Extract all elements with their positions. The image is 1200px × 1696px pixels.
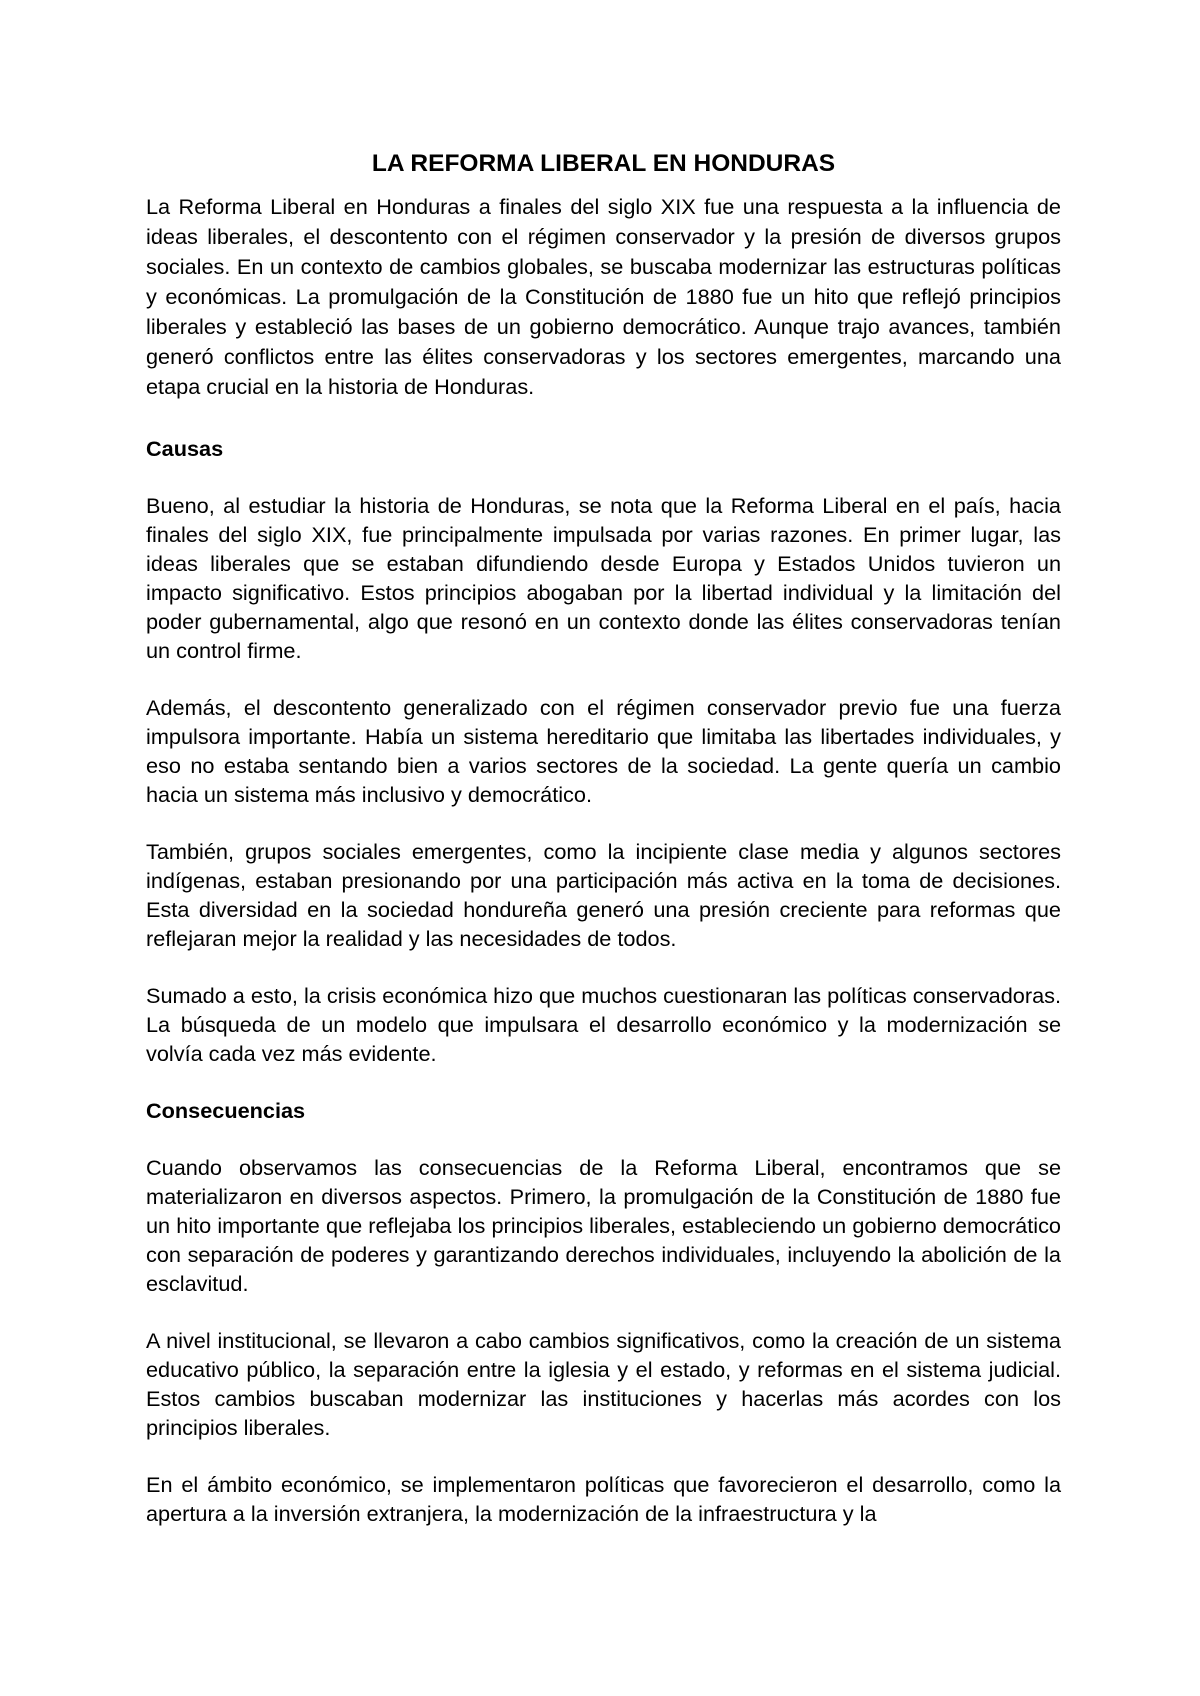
consecuencias-paragraph-3: En el ámbito económico, se implementaron políticas que favorecieron el desarrollo, como la apertura a la inversión extranjera, la modernización de la infraestructura y la [146,1472,1061,1526]
intro-paragraph: La Reforma Liberal en Honduras a finales del siglo XIX fue una respuesta a la influencia de ideas liberales, el descontento con el régimen conservador y la presión de diversos grupos sociales. En un contexto de cambios globales, se buscaba modernizar las estructuras políticas y económicas. La promulgación de la Constitución de 1880 fue un hito que reflejó principios liberales y estableció las bases de un gobierno democrático. Aunque trajo avances, también generó conflictos entre las élites conservadoras y los sectores emergentes, marcando una etapa crucial en la historia de Honduras. [146,194,1061,399]
causas-paragraph-2: Además, el descontento generalizado con el régimen conservador previo fue una fuerza impulsora importante. Había un sistema hereditario que limitaba las libertades individuales, y eso no estaba sentando bien a varios sectores de la sociedad. La gente quería un cambio hacia un sistema más inclusivo y democrático. [146,695,1061,807]
causas-paragraph-3: También, grupos sociales emergentes, como la incipiente clase media y algunos sectores indígenas, estaban presionando por una participación más activa en la toma de decisiones. Esta diversidad en la sociedad hondureña generó una presión creciente para reformas que reflejaran mejor la realidad y las necesidades de todos. [146,839,1061,951]
document-title: LA REFORMA LIBERAL EN HONDURAS [371,150,836,177]
section-heading-causas: Causas [146,436,224,461]
consecuencias-paragraph-2: A nivel institucional, se llevaron a cabo cambios significativos, como la creación de un sistema educativo público, la separación entre la iglesia y el estado, y reformas en el sistema judicial. Estos cambios buscaban modernizar las instituciones y hacerlas más acordes con los principios liberales. [146,1328,1061,1440]
consecuencias-paragraph-1: Cuando observamos las consecuencias de la Reforma Liberal, encontramos que se materializaron en diversos aspectos. Primero, la promulgación de la Constitución de 1880 fue un hito importante que reflejaba los principios liberales, estableciendo un gobierno democrático con separación de poderes y garantizando derechos individuales, incluyendo la abolición de la esclavitud. [146,1155,1061,1296]
causas-paragraph-4: Sumado a esto, la crisis económica hizo que muchos cuestionaran las políticas conservadoras. La búsqueda de un modelo que impulsara el desarrollo económico y la modernización se volvía cada vez más evidente. [146,983,1061,1066]
section-heading-consecuencias: Consecuencias [146,1098,306,1123]
document-page [146,146,1061,1556]
causas-paragraph-1: Bueno, al estudiar la historia de Honduras, se nota que la Reforma Liberal en el país, hacia finales del siglo XIX, fue principalmente impulsada por varias razones. En primer lugar, las ideas liberales que se estaban difundiendo desde Europa y Estados Unidos tuvieron un impacto significativo. Estos principios abogaban por la libertad individual y la limitación del poder gubernamental, algo que resonó en un contexto donde las élites conservadoras tenían un control firme. [146,493,1061,663]
